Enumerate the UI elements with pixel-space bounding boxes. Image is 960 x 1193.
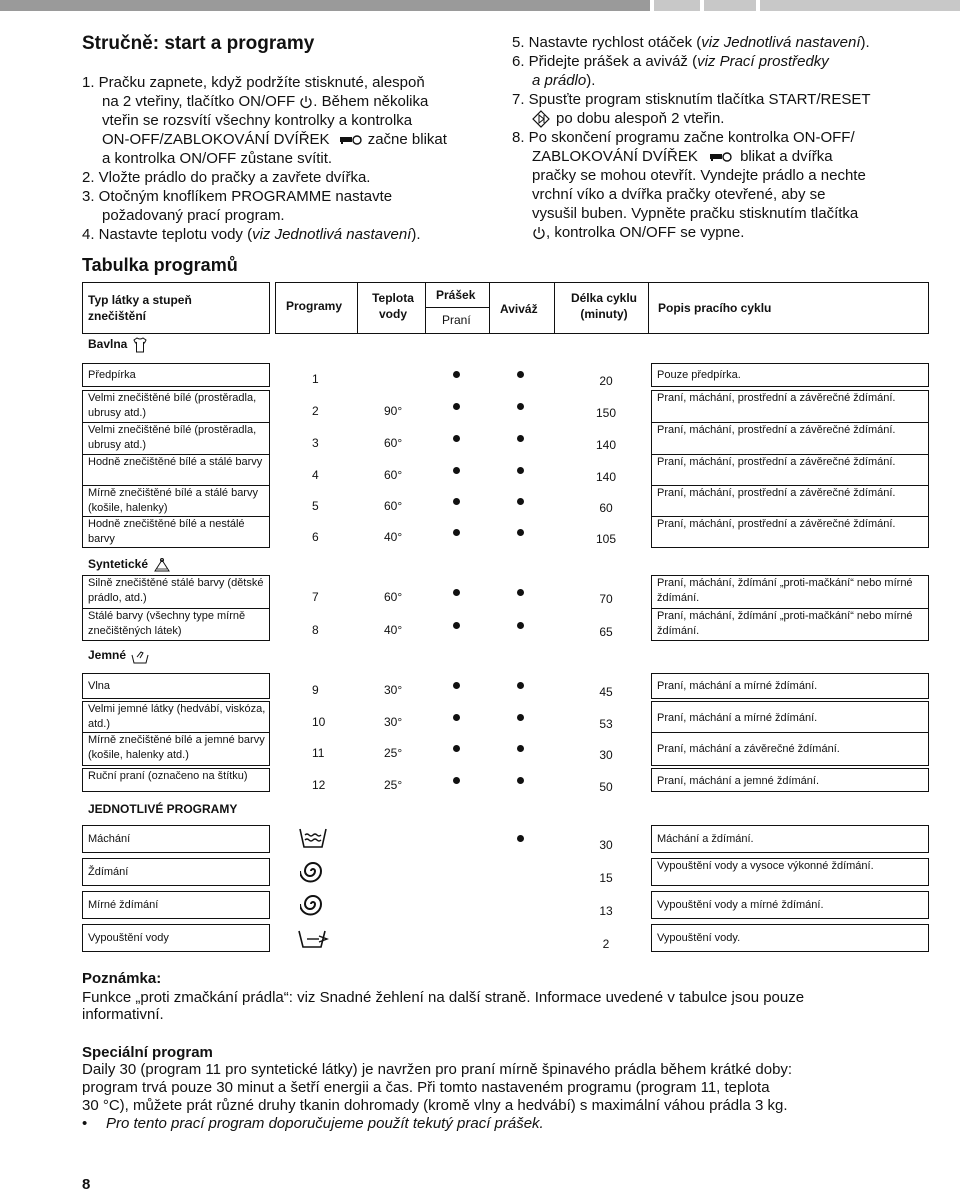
row-fabric: Vlna (88, 679, 111, 692)
row-temp: 40° (384, 623, 403, 637)
row-fabric: Mírné ždímání (88, 898, 159, 911)
header-powder: Prášek (436, 288, 476, 302)
row-program: 10 (312, 715, 326, 729)
power-icon (299, 95, 313, 109)
header-divider-powder (425, 307, 490, 308)
row-program: 4 (312, 468, 319, 482)
row-fabric: Vypouštění vody (88, 931, 169, 944)
section-synthetic: Syntetické (88, 556, 173, 574)
header-wash: Praní (442, 313, 471, 327)
row-duration: 50 (599, 780, 613, 794)
row-duration: 13 (599, 904, 613, 918)
row-duration: 70 (599, 592, 613, 606)
section-cotton: Bavlna (88, 336, 149, 354)
row-temp: 30° (384, 683, 403, 697)
powder-dot (453, 498, 460, 505)
softener-dot (517, 745, 524, 752)
table-title: Tabulka programů (82, 255, 238, 275)
top-bar-light-3 (760, 0, 960, 11)
row-program: 3 (312, 436, 319, 450)
row-duration: 60 (599, 501, 613, 515)
softener-dot (517, 777, 524, 784)
top-bar-dark (0, 0, 650, 11)
row-description: Praní, máchání, ždímání „proti-mačkání“ nebo mírné ždímání. (657, 610, 913, 637)
row-fabric: Silně znečištěné stálé barvy (dětské prádlo, atd.) (88, 577, 264, 604)
row-description: Praní, máchání, prostřední a závěrečné ždímání. (657, 456, 896, 468)
drain-icon (297, 927, 329, 951)
row-fabric: Stálé barvy (všechny type mírně znečištěných látek) (88, 610, 246, 637)
row-description: Vypouštění vody a mírné ždímání. (657, 898, 824, 911)
step-3-line: 3. Otočným knoflíkem PROGRAMME nastavte (82, 188, 393, 205)
top-bar (0, 0, 960, 11)
row-description: Pouze předpírka. (657, 368, 741, 381)
row-program: 6 (312, 530, 319, 544)
softener-dot (517, 435, 524, 442)
top-bar-light-1 (654, 0, 700, 11)
row-temp: 90° (384, 404, 403, 418)
cell-divider (651, 732, 929, 733)
row-fabric: Hodně znečištěné bílé a stálé barvy (88, 456, 263, 468)
row-program: 1 (312, 372, 319, 386)
row-temp: 40° (384, 530, 403, 544)
row-temp: 60° (384, 590, 403, 604)
row-fabric: Velmi znečištěné bílé (prostěradla, ubrusy atd.) (88, 392, 257, 419)
row-program: 7 (312, 590, 319, 604)
row-description: Máchání a ždímání. (657, 832, 754, 845)
row-description: Praní, máchání, prostřední a závěrečné ždímání. (657, 392, 896, 404)
steps-right: 5. Nastavte rychlost otáček (viz Jednotlivá nastavení). 6. Přidejte prášek a aviváž (viz Prací prostředky a prádlo). 7. Spusťte program stisknutím tlačítka START/RESET po dobu alespoň 2 vteřin. 8. Po skončení programu začne kontrolka ON-OFF/ ZABLOKOVÁNÍ DVÍŘEK blikat a dvířka pračky se mohou otevřít. Vyndejte prádlo a nechte vrchní víko a dvířka pračky otevřené, aby se vysušil buben. Vypněte pračku stisknutím tlačítka , kontrolka ON/OFF se vypne. (512, 33, 932, 242)
row-fabric: Máchání (88, 832, 131, 845)
row-duration: 65 (599, 625, 613, 639)
header-divider (648, 282, 649, 334)
power-icon (532, 226, 546, 240)
row-temp: 30° (384, 715, 403, 729)
top-bar-light-2 (704, 0, 756, 11)
cotton-shirt-icon (131, 336, 149, 354)
step-4-line: 4. Nastavte teplotu vody (viz Jednotlivá nastavení). (82, 226, 421, 243)
header-softener: Aviváž (500, 302, 538, 316)
row-description: Vypouštění vody a vysoce výkonné ždímání. (657, 860, 874, 872)
softener-dot (517, 467, 524, 474)
row-program: 12 (312, 778, 326, 792)
softener-dot (517, 529, 524, 536)
row-fabric: Ždímání (88, 865, 129, 878)
row-duration: 105 (595, 532, 617, 546)
row-duration: 20 (599, 374, 613, 388)
powder-dot (453, 371, 460, 378)
note-title: Poznámka: (82, 970, 162, 987)
gentle-spin-icon (300, 891, 326, 917)
section-delicate: Jemné (88, 647, 151, 665)
powder-dot (453, 529, 460, 536)
row-fabric: Mírně znečištěné bílé a stálé barvy (košile, halenky) (88, 487, 258, 514)
key-lock-icon (338, 134, 364, 146)
row-duration: 15 (599, 871, 613, 885)
row-duration: 150 (595, 406, 617, 420)
powder-dot (453, 403, 460, 410)
row-temp: 25° (384, 778, 403, 792)
header-divider (554, 282, 555, 334)
row-description: Praní, máchání a závěrečné ždímání. (657, 742, 840, 755)
softener-dot (517, 498, 524, 505)
header-temp: Teplota vody (372, 291, 414, 321)
row-program: 8 (312, 623, 319, 637)
row-temp: 60° (384, 499, 403, 513)
row-description: Praní, máchání, prostřední a závěrečné ždímání. (657, 518, 896, 530)
powder-dot (453, 467, 460, 474)
row-fabric: Velmi znečištěné bílé (prostěradla, ubrusy atd.) (88, 424, 257, 451)
powder-dot (453, 714, 460, 721)
page-number: 8 (82, 1176, 91, 1193)
row-program: 11 (312, 746, 325, 760)
row-program: 2 (312, 404, 319, 418)
step-7-line: 7. Spusťte program stisknutím tlačítka START/RESET (512, 91, 871, 108)
row-description: Praní, máchání, prostřední a závěrečné ždímání. (657, 487, 896, 499)
hand-wash-icon (129, 647, 151, 665)
row-description: Vypouštění vody. (657, 931, 741, 944)
powder-dot (453, 589, 460, 596)
row-program: 5 (312, 499, 319, 513)
row-duration: 2 (602, 937, 610, 951)
row-fabric: Velmi jemné látky (hedvábí, viskóza, atd.) (88, 703, 266, 730)
row-fabric: Mírně znečištěné bílé a jemné barvy (košile, halenky atd.) (88, 734, 265, 761)
row-duration: 140 (595, 470, 617, 484)
row-duration: 140 (595, 438, 617, 452)
softener-dot (517, 403, 524, 410)
steps-left: 1. Pračku zapnete, když podržíte stisknuté, alespoň na 2 vteřiny, tlačítko ON/OFF . Během několika vteřin se rozsvítí všechny kontrolky a kontrolka ON-OFF/ZABLOKOVÁNÍ DVÍŘEK začne blikat a kontrolka ON/OFF zůstane svítit. 2. Vložte prádlo do pračky a zavřete dvířka. 3. Otočným knoflíkem PROGRAMME nastavte požadovaný prací program. 4. Nastavte teplotu vody (viz Jednotlivá nastavení). (82, 73, 472, 244)
header-fabric: Typ látky a stupeň znečištění (88, 293, 192, 323)
row-temp: 60° (384, 468, 403, 482)
row-fabric: Předpírka (88, 368, 136, 381)
powder-dot (453, 622, 460, 629)
special-line-1: Daily 30 (program 11 pro syntetické látky) je navržen pro praní mírně špinavého prádla během krátké doby: (82, 1061, 793, 1078)
row-duration: 30 (599, 748, 613, 762)
header-duration: Délka cyklu (minuty) (570, 291, 638, 321)
special-line-3: 30 °C), můžete prát různé druhy tkanin dohromady (kromě vlny a hedvábí) s maximální váhou prádla 3 kg. (82, 1097, 788, 1114)
special-bullet: • Pro tento prací program doporučujeme použít tekutý prací prášek. (82, 1115, 544, 1132)
header-divider (357, 282, 358, 334)
row-fabric: Hodně znečištěné bílé a nestálé barvy (88, 518, 245, 545)
row-temp: 60° (384, 436, 403, 450)
key-lock-icon (708, 151, 734, 163)
row-description: Praní, máchání a jemné ždímání. (657, 774, 820, 787)
step-1-line: 1. Pračku zapnete, když podržíte stisknuté, alespoň (82, 74, 425, 91)
row-duration: 45 (599, 685, 613, 699)
row-duration: 30 (599, 838, 613, 852)
header-programs: Programy (286, 299, 343, 313)
section-single-programs: JEDNOTLIVÉ PROGRAMY (88, 802, 238, 816)
step-6-line: 6. Přidejte prášek a aviváž (viz Prací prostředky (512, 53, 829, 70)
row-duration: 53 (599, 717, 613, 731)
softener-dot (517, 835, 524, 842)
softener-dot (517, 589, 524, 596)
step-2-line: 2. Vložte prádlo do pračky a zavřete dvířka. (82, 169, 371, 186)
step-5-line: 5. Nastavte rychlost otáček (viz Jednotlivá nastavení). (512, 34, 870, 51)
softener-dot (517, 714, 524, 721)
rinse-icon (298, 826, 328, 850)
bullet-icon: • (82, 1115, 88, 1132)
note-line-1: Funkce „proti zmačkání prádla“: viz Snadné žehlení na další straně. Informace uvedené v tabulce jsou pouze (82, 989, 805, 1006)
powder-dot (453, 745, 460, 752)
step-8-line: 8. Po skončení programu začne kontrolka ON-OFF/ (512, 129, 855, 147)
note-line-2: informativní. (82, 1006, 164, 1023)
row-description: Praní, máchání a mírné ždímání. (657, 679, 818, 692)
row-description: Praní, máchání a mírné ždímání. (657, 711, 818, 724)
powder-dot (453, 435, 460, 442)
powder-dot (453, 682, 460, 689)
spin-icon (300, 858, 326, 884)
row-fabric: Ruční praní (označeno na štítku) (88, 770, 248, 782)
softener-dot (517, 371, 524, 378)
start-reset-icon (532, 110, 550, 128)
special-line-2: program trvá pouze 30 minut a šetří energii a čas. Při tomto nastaveném programu (program 11, teplota (82, 1079, 770, 1096)
page-title: Stručně: start a programy (82, 33, 315, 54)
powder-dot (453, 777, 460, 784)
softener-dot (517, 682, 524, 689)
row-program: 9 (312, 683, 319, 697)
special-title: Speciální program (82, 1044, 213, 1061)
synthetic-icon (151, 556, 173, 574)
row-description: Praní, máchání, prostřední a závěrečné ždímání. (657, 424, 896, 436)
softener-dot (517, 622, 524, 629)
row-description: Praní, máchání, ždímání „proti-mačkání“ nebo mírné ždímání. (657, 577, 913, 604)
row-temp: 25° (384, 746, 403, 760)
header-desc: Popis pracího cyklu (658, 301, 772, 315)
